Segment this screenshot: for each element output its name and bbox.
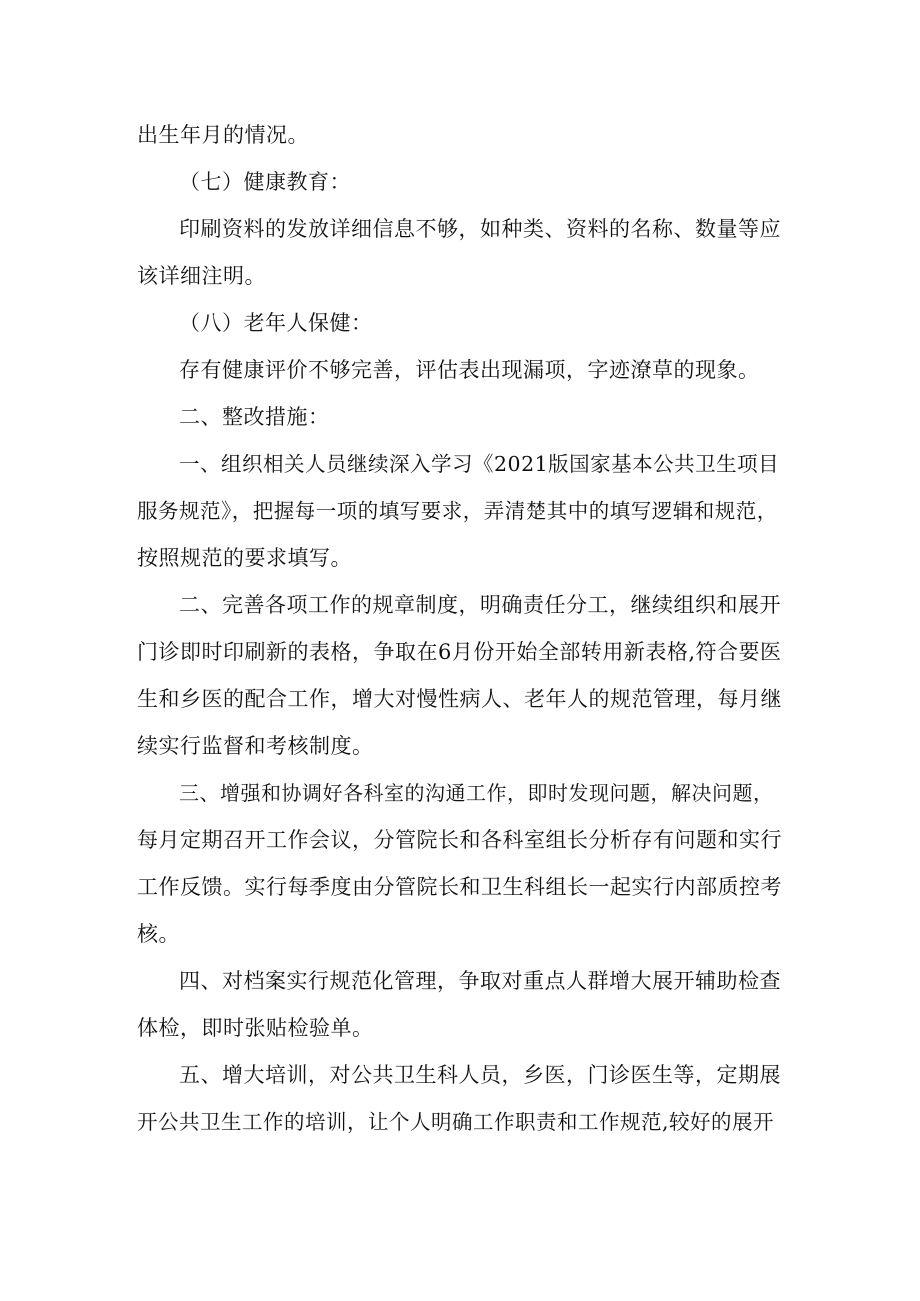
text-line: 开公共卫生工作的培训，让个人明确工作职责和工作规范,较好的展开 [137,1110,775,1134]
text-line: 出生年月的情况。 [137,123,309,147]
section-heading: 二、整改措施： [179,405,330,429]
text-line: 一、组织相关人员继续深入学习《2021版国家基本公共卫生项目 [179,452,780,476]
text-line: 生和乡医的配合工作，增大对慢性病人、老年人的规范管理，每月继 [137,687,782,711]
text-line: 二、完善各项工作的规章制度，明确责任分工，继续组织和展开 [179,593,781,617]
text-line: 体检，即时张贴检验单。 [137,1016,374,1040]
section-heading: （七）健康教育： [179,170,351,194]
text-line: 续实行监督和考核制度。 [137,734,374,758]
text-line: 五、增大培训，对公共卫生科人员，乡医，门诊医生等，定期展 [179,1063,781,1087]
text-line: 服务规范》，把握每一项的填写要求，弄清楚其中的填写逻辑和规范， [137,499,778,523]
text-line: 核。 [137,922,180,946]
text-line: 四、对档案实行规范化管理，争取对重点人群增大展开辅助检查 [179,969,781,993]
text-line: 印刷资料的发放详细信息不够，如种类、资料的名称、数量等应 [179,217,781,241]
text-line: 该详细注明。 [137,264,266,288]
text-line: 门诊即时印刷新的表格，争取在6月份开始全部转用新表格,符合要医 [137,640,782,664]
text-line: 按照规范的要求填写。 [137,546,352,570]
document-body [137,112,787,1146]
text-line: 存有健康评价不够完善，评估表出现漏项，字迹潦草的现象。 [179,358,760,382]
text-line: 每月定期召开工作会议，分管院长和各科室组长分析存有问题和实行 [137,828,782,852]
section-heading: （八）老年人保健： [179,311,373,335]
text-line: 三、增强和协调好各科室的沟通工作，即时发现问题，解决问题， [179,781,774,805]
text-line: 工作反馈。实行每季度由分管院长和卫生科组长一起实行内部质控考 [137,875,782,899]
